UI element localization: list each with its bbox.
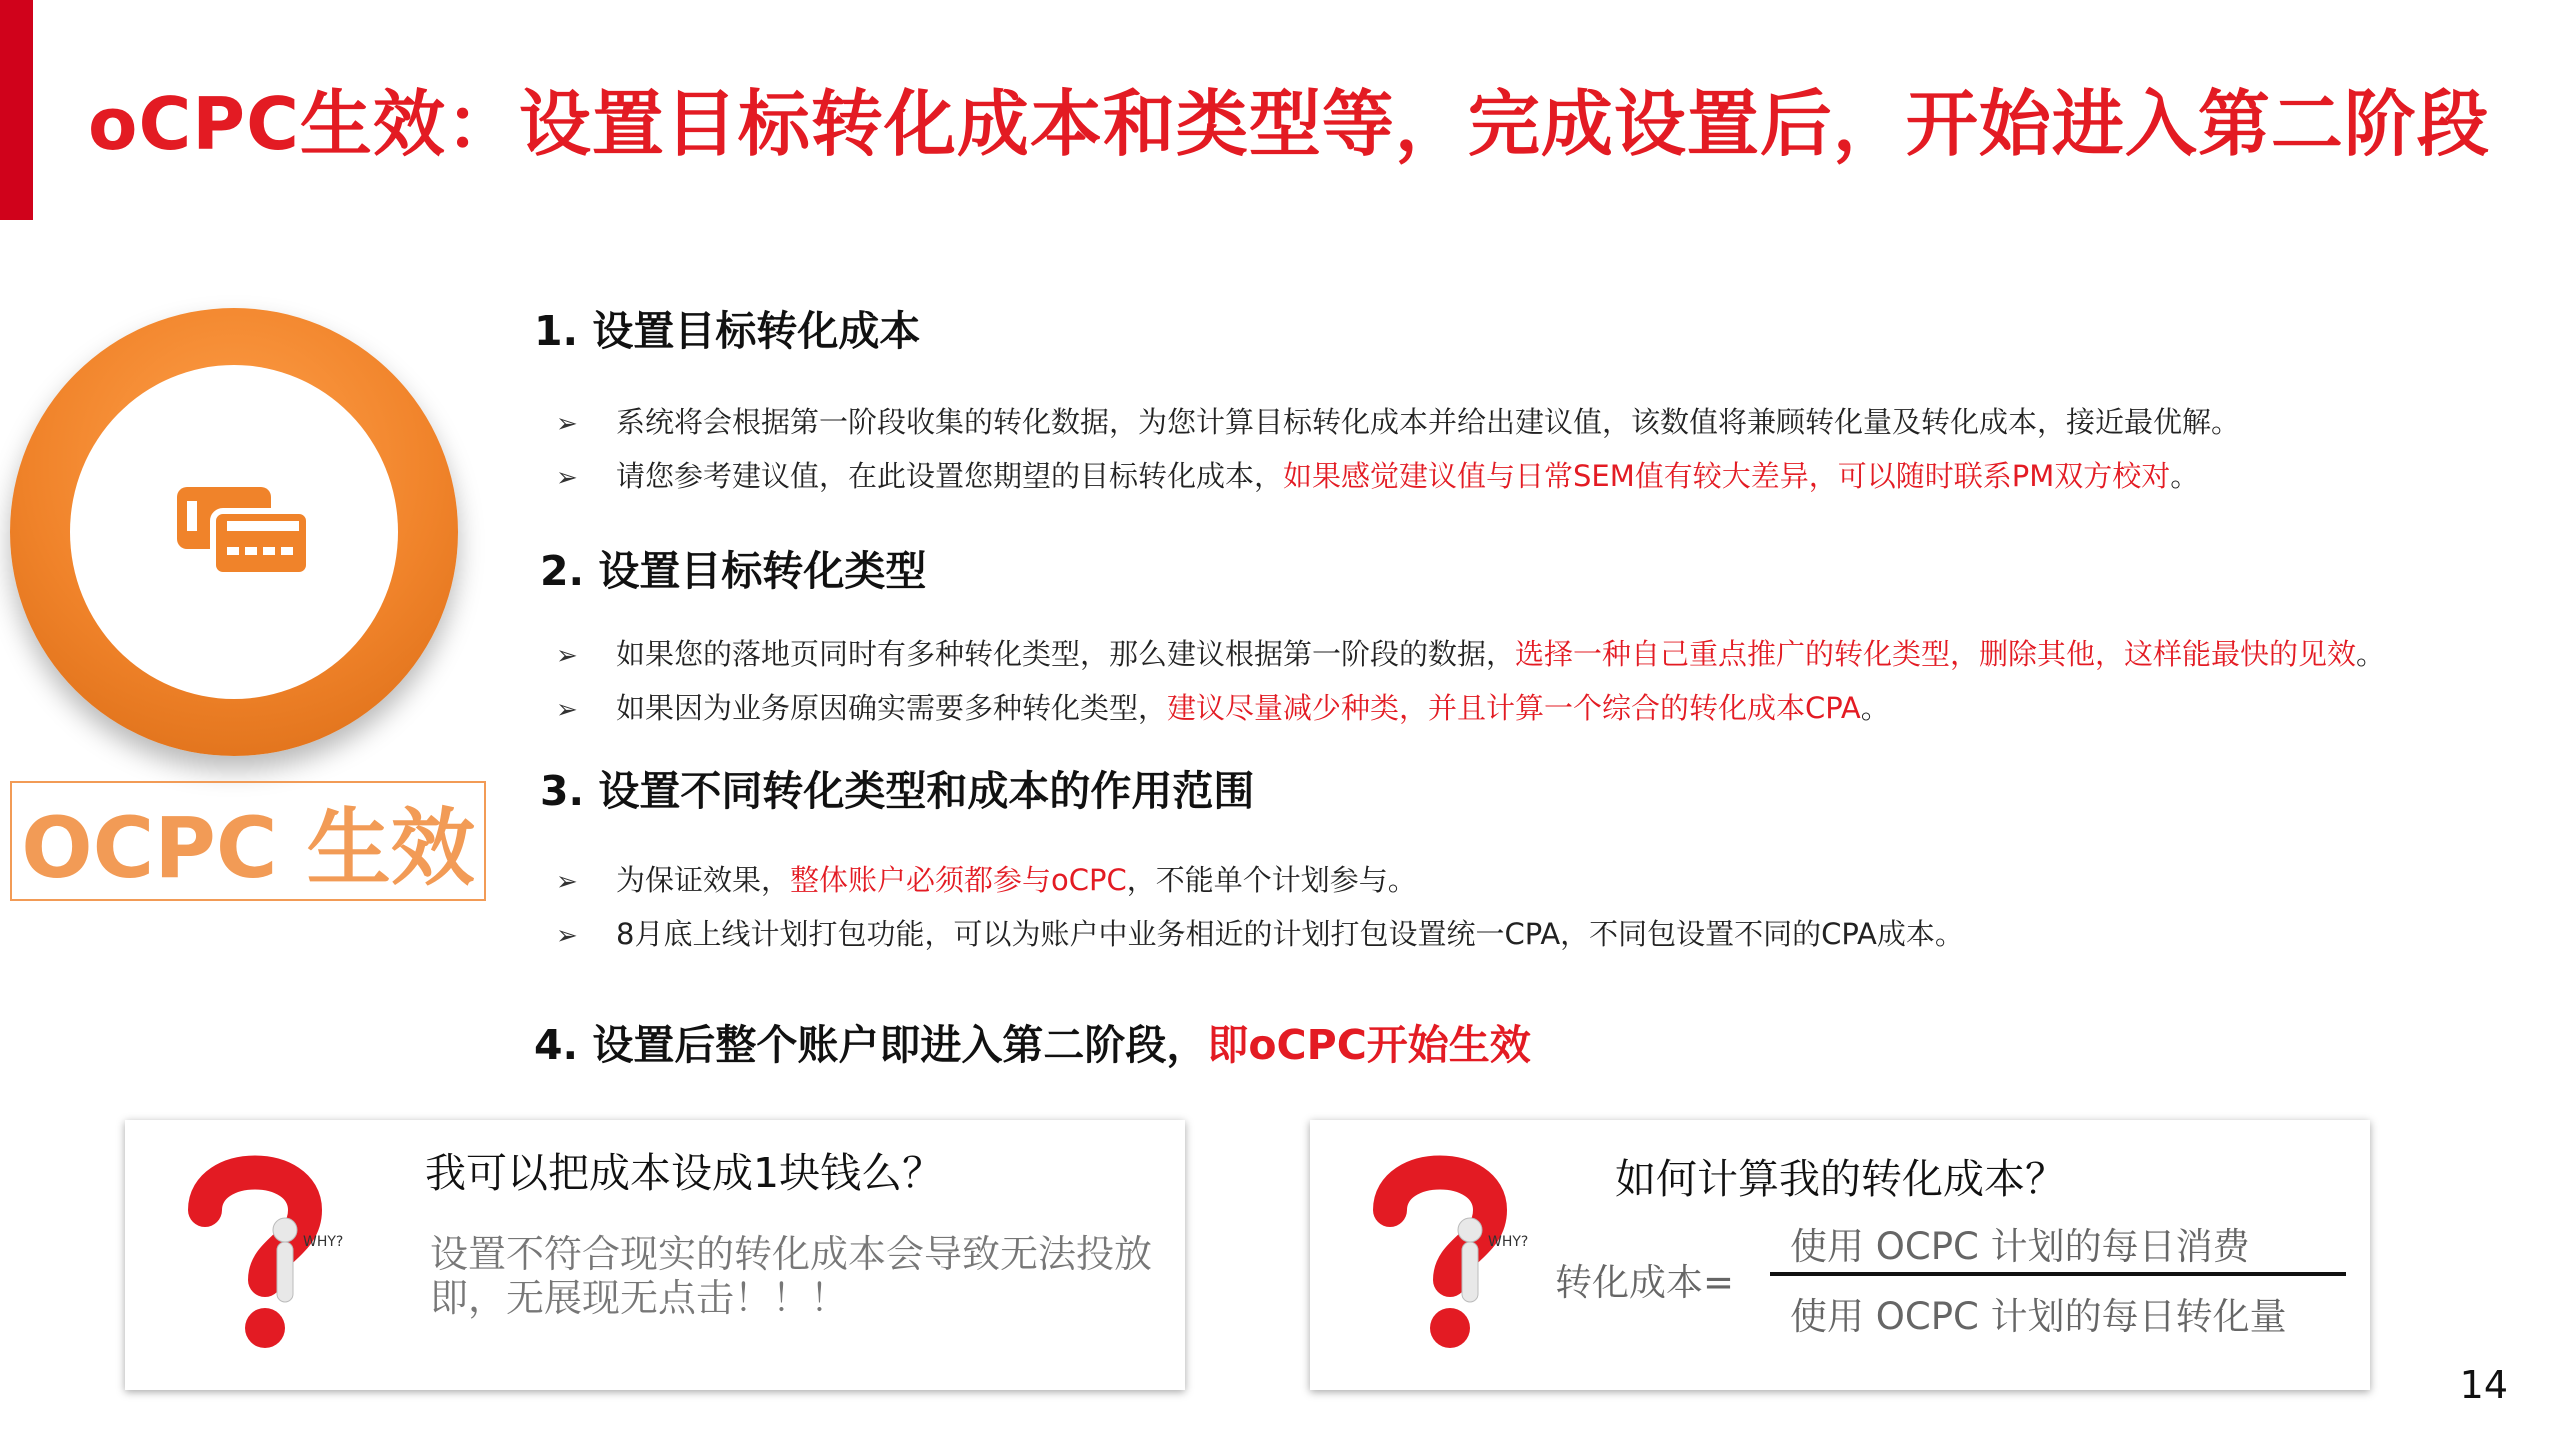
section-4-heading: 4. 设置后整个账户即进入第二阶段，即oCPC开始生效 — [534, 1021, 1531, 1069]
section-1-bullet-2: ➢ 请您参考建议值，在此设置您期望的目标转化成本，如果感觉建议值与日常SEM值有较大差异，可以随时联系PM双方校对。 — [556, 459, 2200, 493]
page-title: oCPC生效：设置目标转化成本和类型等，完成设置后，开始进入第二阶段 — [88, 82, 2490, 166]
section-3-bullet-1: ➢ 为保证效果，整体账户必须都参与oCPC，不能单个计划参与。 — [556, 863, 1417, 897]
faq-box-cost — [125, 1120, 1185, 1390]
formula-numerator: 使用 OCPC 计划的每日消费 — [1790, 1225, 2250, 1268]
faq-question: 我可以把成本设成1块钱么？ — [425, 1149, 944, 1197]
question-mark-figure-icon — [165, 1150, 365, 1350]
section-2-bullet-1: ➢ 如果您的落地页同时有多种转化类型，那么建议根据第一阶段的数据，选择一种自己重点推广的转化类型，删除其他，这样能最快的见效。 — [556, 637, 2386, 671]
faq-answer-line-1: 设置不符合现实的转化成本会导致无法投放 — [430, 1232, 1153, 1276]
question-mark-figure-icon — [1350, 1150, 1550, 1350]
ocpc-effective-label: OCPC 生效 — [10, 781, 486, 901]
faq-box-formula — [1310, 1120, 2370, 1390]
arrow-bullet-icon: ➢ — [556, 867, 578, 897]
section-1-bullet-1: ➢ 系统将会根据第一阶段收集的转化数据，为您计算目标转化成本并给出建议值，该数值将兼顾转化量及转化成本，接近最优解。 — [556, 405, 2241, 439]
arrow-bullet-icon: ➢ — [556, 409, 578, 439]
page-number: 14 — [2459, 1363, 2508, 1407]
orange-ring-icon — [10, 308, 458, 756]
section-2-bullet-2: ➢ 如果因为业务原因确实需要多种转化类型，建议尽量减少种类，并且计算一个综合的转化成本CPA。 — [556, 691, 1890, 725]
faq-answer-line-2: 即，无展现无点击！！！ — [430, 1276, 849, 1320]
section-2-heading: 2. 设置目标转化类型 — [540, 547, 927, 595]
arrow-bullet-icon: ➢ — [556, 921, 578, 951]
arrow-bullet-icon: ➢ — [556, 695, 578, 725]
faq-question: 如何计算我的转化成本？ — [1615, 1155, 2066, 1203]
section-1-heading: 1. 设置目标转化成本 — [534, 307, 921, 355]
arrow-bullet-icon: ➢ — [556, 641, 578, 671]
formula-denominator: 使用 OCPC 计划的每日转化量 — [1790, 1295, 2287, 1338]
formula-label: 转化成本= — [1555, 1261, 1735, 1304]
section-3-bullet-2: ➢ 8月底上线计划打包功能，可以为账户中业务相近的计划打包设置统一CPA，不同包设置不同的CPA成本。 — [556, 917, 1964, 951]
credit-card-icon — [175, 485, 311, 579]
title-accent-bar — [0, 0, 33, 220]
section-3-heading: 3. 设置不同转化类型和成本的作用范围 — [540, 767, 1255, 815]
ring-center — [70, 365, 398, 699]
svg-text:WHY?: WHY? — [303, 1234, 344, 1250]
arrow-bullet-icon: ➢ — [556, 463, 578, 493]
fraction-line — [1770, 1272, 2346, 1276]
svg-text:WHY?: WHY? — [1488, 1234, 1529, 1250]
